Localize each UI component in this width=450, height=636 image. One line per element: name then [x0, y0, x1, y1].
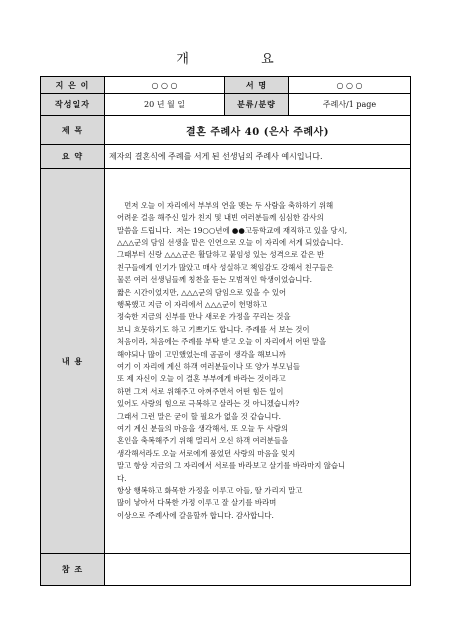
summary-label: 요 약 [41, 145, 105, 169]
content-line: 다. [117, 473, 127, 483]
content-line: 이상으로 주례사에 갈음할까 합니다. 감사합니다. [117, 510, 274, 520]
content-line: 여기 계신 분들의 마음을 생각해서, 또 오늘 두 사람의 [117, 424, 289, 434]
subject-value [105, 116, 411, 145]
content-line: 또 제 자신이 오늘 이 결혼 부부에게 바라는 것이라고 [117, 374, 286, 384]
date-row [41, 94, 411, 116]
content-line: 혼인을 축복해주기 위해 멀리서 오신 하객 여러분들을 [117, 436, 289, 446]
category-label: 분류/분량 [225, 94, 289, 116]
reference-value [105, 554, 411, 586]
content-line: 먼저 오늘 이 자리에서 부부의 연을 맺는 두 사람을 축하하기 위해 [117, 200, 334, 210]
content-line: 처음이라, 처음에는 주례를 부탁 받고 오늘 이 자리에서 어떤 말을 [117, 337, 327, 347]
content-line: 정숙한 지금의 신부를 만나 새로운 가정을 꾸리는 것을 [117, 312, 291, 322]
content-line: △△△군의 담임 선생을 맡은 인연으로 오늘 이 자리에 서게 되었습니다. [117, 237, 344, 247]
author-label: 지 은 이 [41, 77, 105, 94]
subject-label: 제 목 [41, 116, 105, 145]
content-line: 여기 이 자리에 계신 하객 여러분들이나 또 양가 부모님들 [117, 362, 301, 371]
content-line: 말고 항상 지금의 그 자리에서 서로를 바라보고 살기를 바라마지 않습니 [117, 461, 346, 471]
content-body [109, 200, 406, 523]
content-label: 내 용 [41, 169, 105, 554]
content-line: 있어도 사랑의 힘으로 극복하고 살라는 것 아니겠습니까? [117, 399, 300, 409]
content-line: 하면 그저 서로 위해주고 아껴주면서 어떤 힘든 일이 [117, 386, 284, 396]
reference-label: 참 조 [41, 554, 105, 586]
content-line: 보니 흐뭇하기도 하고 기쁘기도 합니다. 주례를 서 보는 것이 [117, 324, 310, 334]
date-label: 작성일자 [41, 94, 105, 116]
page-title: 개 요 [176, 52, 308, 67]
subject-row [41, 116, 411, 145]
name-label: 서 명 [225, 77, 289, 94]
content-cell [105, 169, 411, 554]
content-line: 행복했고 지금 이 자리에서 △△△군이 헌명하고 [117, 299, 268, 309]
content-line: 생각해서라도 오늘 서로에게 품었던 사랑의 마음을 잊지 [117, 448, 296, 458]
content-line: 어려운 걸음 해주신 일가 친지 및 내빈 여러분들께 심심한 감사의 [117, 213, 324, 223]
content-line: 말씀을 드립니다. 저는 19○○년에 ●●고등학교에 재직하고 있을 당시, [117, 225, 348, 235]
content-line: 해야되나 많이 고민했었는데 곰곰이 생각을 해보니까 [117, 349, 286, 359]
content-line: 그래서 그런 말은 굳이 할 필요가 없을 것 같습니다. [117, 411, 281, 421]
summary-form-table [40, 76, 411, 586]
category-value: 주례사/1 page [289, 94, 411, 116]
content-line: 항상 행복하고 화목한 가정을 이루고 아들, 딸 가리지 말고 [117, 486, 303, 496]
content-line: 물론 여러 선생님들께 칭찬을 듣는 모범적인 학생이었습니다. [117, 275, 312, 285]
summary-value: 제자의 결혼식에 주례를 서게 된 선생님의 주례사 예시입니다. [105, 145, 411, 169]
name-value: ○ ○ ○ [289, 77, 411, 94]
content-line: 친구들에게 인기가 많았고 매사 성실하고 책임감도 강해서 친구들은 [117, 262, 334, 272]
content-line: 짧은 시간이었지만, △△△군의 담임으로 있을 수 있어 [117, 287, 287, 297]
summary-row [41, 145, 411, 169]
reference-row [41, 554, 411, 586]
author-row [41, 77, 411, 94]
author-value: ○ ○ ○ [105, 77, 225, 94]
subject-text: 결혼 주례사 40 (은사 주례사) [186, 126, 329, 138]
content-line: 많이 낳아서 다복한 가정 이루고 잘 살기를 바라며 [117, 498, 277, 508]
date-value: 20 년 월 일 [105, 94, 225, 116]
content-row [41, 169, 411, 554]
content-line: 그때부터 신랑 △△△군은 활달하고 붙임성 있는 성격으로 같은 반 [117, 250, 325, 260]
